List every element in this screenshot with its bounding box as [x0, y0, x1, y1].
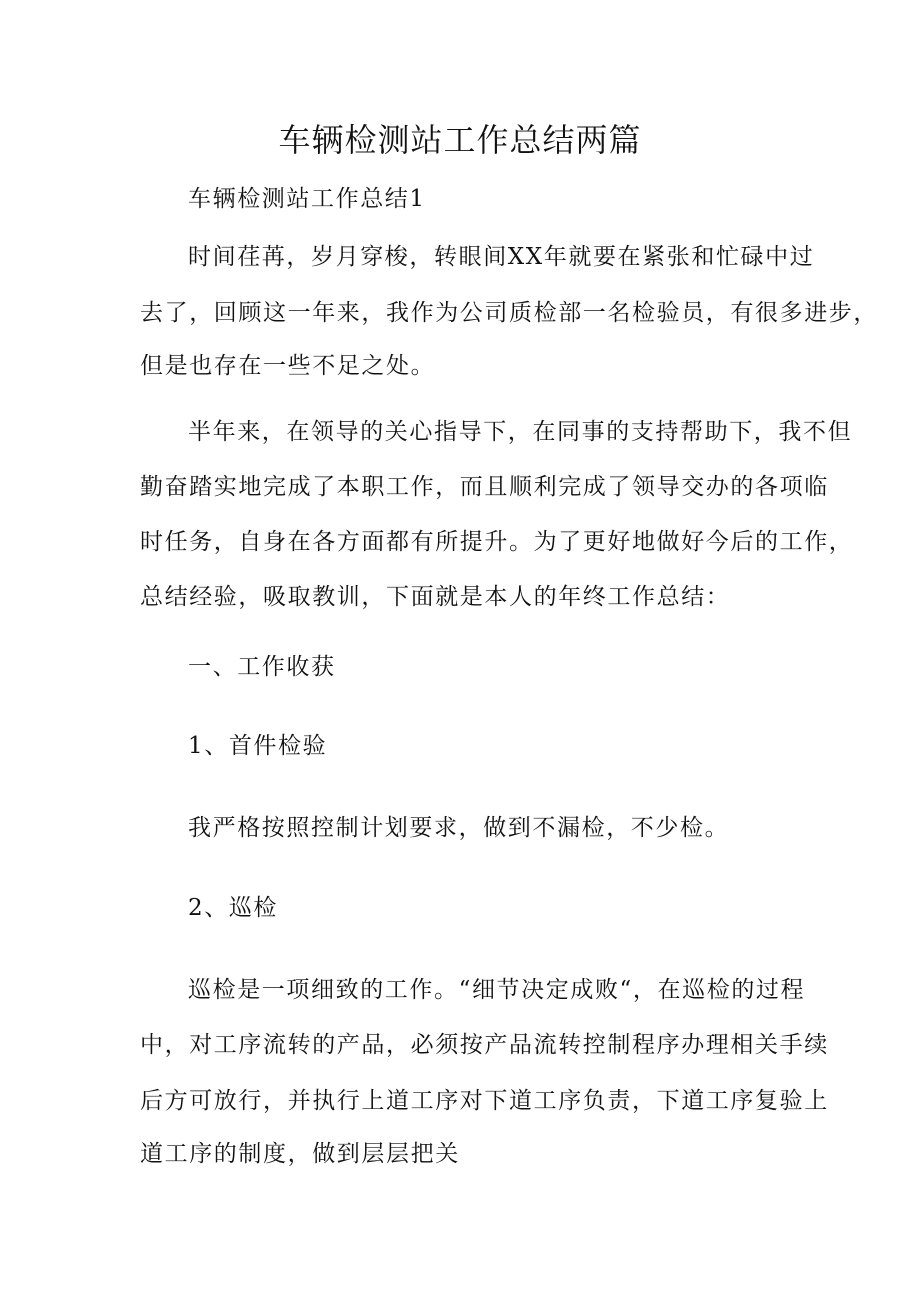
- paragraph-line: 中，对工序流转的产品，必须按产品流转控制程序办理相关手续: [140, 1032, 829, 1058]
- paragraph-line: 道工序的制度，做到层层把关: [140, 1141, 460, 1167]
- item-heading: 1、首件检验: [188, 733, 328, 759]
- section-heading: 一、工作收获: [188, 654, 336, 680]
- paragraph-line: 但是也存在一些不足之处。: [140, 353, 436, 379]
- item-heading: 2、巡检: [188, 895, 279, 921]
- paragraph-line: 后方可放行，并执行上道工序对下道工序负责，下道工序复验上: [140, 1088, 829, 1114]
- paragraph-line: 巡检是一项细致的工作。“细节决定成败“，在巡检的过程: [188, 977, 806, 1003]
- paragraph-line: 勤奋踏实地完成了本职工作，而且顺利完成了领导交办的各项临: [140, 474, 829, 500]
- item-text: 我严格按照控制计划要求，做到不漏检，不少检。: [188, 815, 730, 841]
- paragraph-line: 时任务，自身在各方面都有所提升。为了更好地做好今后的工作，: [140, 529, 854, 555]
- paragraph-line: 时间荏苒，岁月穿梭，转眼间XX年就要在紧张和忙碌中过: [188, 244, 815, 270]
- document-title: 车辆检测站工作总结两篇: [278, 121, 642, 159]
- paragraph-line: 去了，回顾这一年来，我作为公司质检部一名检验员，有很多进步，: [140, 300, 878, 326]
- paragraph-line: 半年来，在领导的关心指导下，在同事的支持帮助下，我不但: [188, 419, 853, 445]
- subtitle: 车辆检测站工作总结1: [188, 186, 426, 212]
- paragraph-line: 总结经验，吸取教训，下面就是本人的年终工作总结：: [140, 584, 731, 610]
